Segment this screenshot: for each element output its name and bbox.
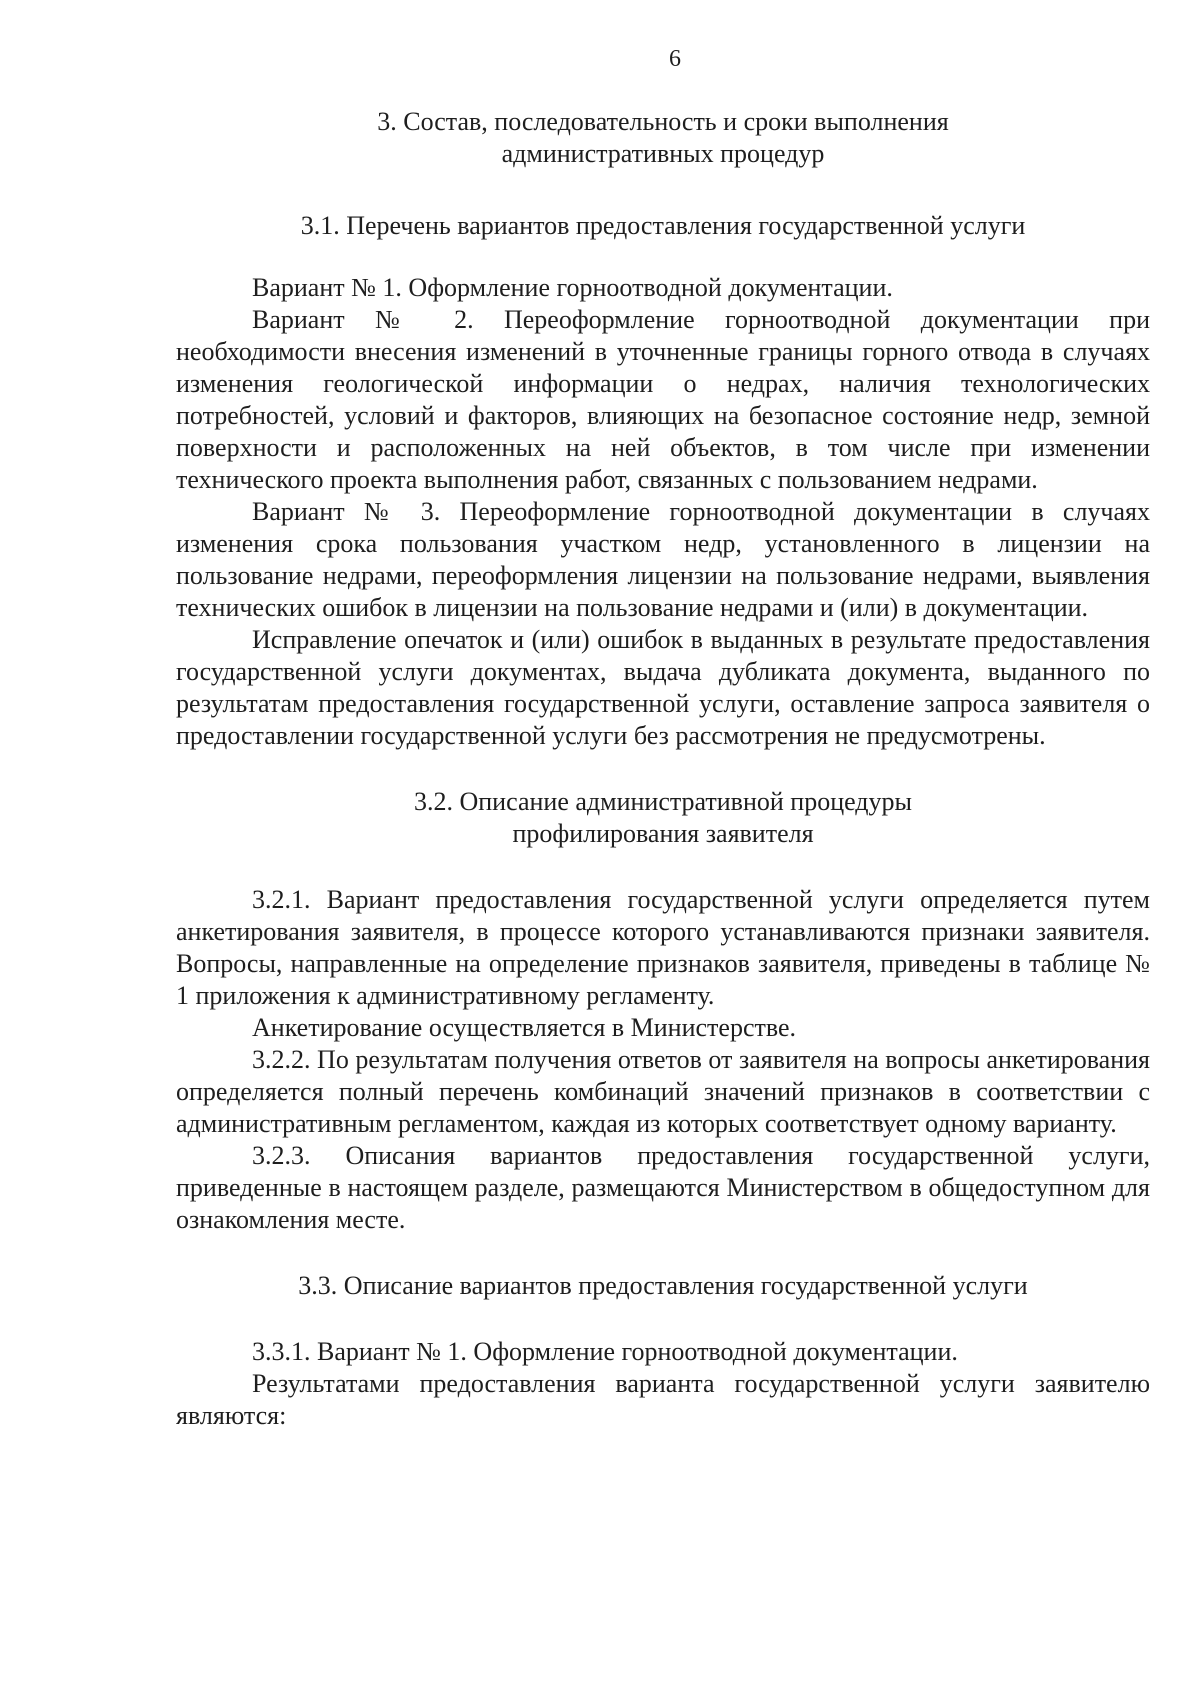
page-number: 6 [669, 46, 681, 72]
paragraph: Вариант № 1. Оформление горноотводной документации. [252, 273, 893, 302]
section-3-2-heading-line-1: 3.2. Описание административной процедуры [413, 787, 913, 816]
document-body [176, 106, 1150, 1432]
paragraph: 3.2.2. По результатам получения ответов от заявителя на вопросы анкетирования определяется полный перечень комбинаций значений признаков в соответствии с административным регламентом, каждая из которых соответствует одному варианту. [176, 1045, 1150, 1138]
paragraph: 3.3.1. Вариант № 1. Оформление горноотводной документации. [252, 1337, 958, 1366]
section-3-heading-line-1: 3. Состав, последовательность и сроки выполнения [377, 107, 949, 136]
paragraph: Вариант № 2. Переоформление горноотводной документации при необходимости внесения изменений в уточненные границы горного отвода в случаях изменения геологической информации о недрах, наличия технологических потребностей, условий и факторов, влияющих на безопасное состояние недр, земной поверхности и расположенных на ней объектов, в том числе при изменении технического проекта выполнения работ, связанных с пользованием недрами. [176, 305, 1150, 494]
section-3-heading [176, 106, 1150, 170]
paragraph: Исправление опечаток и (или) ошибок в выданных в результате предоставления государственной услуги документах, выдача дубликата документа, выданного по результатам предоставления государственной услуги, оставление запроса заявителя о предоставлении государственной услуги без рассмотрения не предусмотрены. [176, 625, 1150, 750]
section-3-2-heading-line-2: профилирования заявителя [512, 819, 814, 848]
section-3-heading-line-2: административных процедур [501, 139, 825, 168]
paragraph: Анкетирование осуществляется в Министерстве. [252, 1013, 797, 1042]
section-3-1-heading: 3.1. Перечень вариантов предоставления государственной услуги [300, 211, 1026, 240]
paragraph: 3.2.3. Описания вариантов предоставления государственной услуги, приведенные в настоящем разделе, размещаются Министерством в общедоступном для ознакомления месте. [176, 1141, 1150, 1234]
section-3-2-heading [176, 786, 1150, 850]
paragraph: 3.2.1. Вариант предоставления государственной услуги определяется путем анкетирования заявителя, в процессе которого устанавливаются признаки заявителя. Вопросы, направленные на определение признаков заявителя, приведены в таблице № 1 приложения к административному регламенту. [176, 885, 1150, 1010]
paragraph: Результатами предоставления варианта государственной услуги заявителю являются: [176, 1369, 1150, 1430]
paragraph: Вариант № 3. Переоформление горноотводной документации в случаях изменения срока пользования участком недр, установленного в лицензии на пользование недрами, переоформления лицензии на пользование недрами, выявления технических ошибок в лицензии на пользование недрами и (или) в документации. [176, 497, 1150, 622]
section-3-3-heading: 3.3. Описание вариантов предоставления государственной услуги [298, 1271, 1028, 1300]
